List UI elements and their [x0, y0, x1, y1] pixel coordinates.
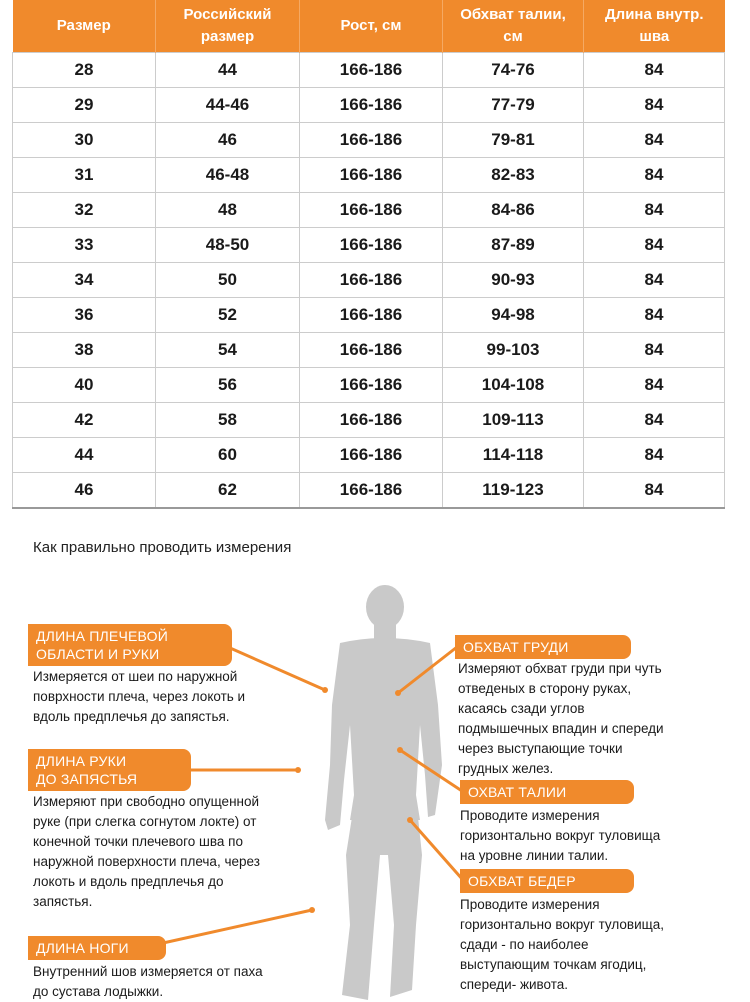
- cell-inseam: 84: [584, 438, 725, 473]
- cell-size: 42: [13, 403, 156, 438]
- label-arm-to-wrist: ДЛИНА РУКИ ДО ЗАПЯСТЬЯ: [28, 749, 191, 791]
- cell-size: 33: [13, 228, 156, 263]
- cell-inseam: 84: [584, 333, 725, 368]
- cell-height: 166-186: [300, 438, 443, 473]
- cell-height: 166-186: [300, 263, 443, 298]
- cell-size: 38: [13, 333, 156, 368]
- cell-russian-size: 48: [156, 193, 300, 228]
- cell-size: 29: [13, 88, 156, 123]
- cell-size: 34: [13, 263, 156, 298]
- cell-height: 166-186: [300, 228, 443, 263]
- cell-inseam: 84: [584, 193, 725, 228]
- cell-russian-size: 44: [156, 53, 300, 88]
- cell-inseam: 84: [584, 123, 725, 158]
- cell-russian-size: 54: [156, 333, 300, 368]
- cell-size: 31: [13, 158, 156, 193]
- cell-height: 166-186: [300, 193, 443, 228]
- label-waist: ОХВАТ ТАЛИИ: [460, 780, 634, 804]
- cell-inseam: 84: [584, 53, 725, 88]
- cell-russian-size: 46: [156, 123, 300, 158]
- text-chest: Измеряют обхват груди при чуть отведеных в сторону руках, касаясь сзади углов подмышечных впадин и спереди через выступающие точки грудных желез.: [458, 661, 664, 776]
- cell-russian-size: 46-48: [156, 158, 300, 193]
- header-russian-size: Российский размер: [156, 0, 300, 53]
- cell-waist: 104-108: [443, 368, 584, 403]
- cell-size: 40: [13, 368, 156, 403]
- label-leg-length: ДЛИНА НОГИ: [28, 936, 166, 960]
- cell-height: 166-186: [300, 53, 443, 88]
- cell-size: 28: [13, 53, 156, 88]
- cell-height: 166-186: [300, 403, 443, 438]
- text-hips: Проводите измерения горизонтально вокруг туловища, сдади - по наиболее выступающим точкам ягодиц, спереди- живота.: [460, 897, 664, 992]
- cell-height: 166-186: [300, 298, 443, 333]
- cell-russian-size: 48-50: [156, 228, 300, 263]
- text-leg-length: Внутренний шов измеряется от паха до сустава лодыжки.: [33, 964, 263, 999]
- cell-height: 166-186: [300, 368, 443, 403]
- cell-size: 32: [13, 193, 156, 228]
- header-height: Рост, см: [300, 0, 443, 53]
- cell-waist: 99-103: [443, 333, 584, 368]
- cell-inseam: 84: [584, 368, 725, 403]
- cell-size: 44: [13, 438, 156, 473]
- cell-waist: 94-98: [443, 298, 584, 333]
- cell-inseam: 84: [584, 158, 725, 193]
- text-waist: Проводите измерения горизонтально вокруг туловища на уровне линии талии.: [460, 808, 661, 863]
- cell-waist: 90-93: [443, 263, 584, 298]
- cell-waist: 114-118: [443, 438, 584, 473]
- text-shoulder-arm-length: Измеряется от шеи по наружной поврхности плеча, через локоть и вдоль предплечья до запястья.: [33, 669, 246, 724]
- label-shoulder-arm-length: ДЛИНА ПЛЕЧЕВОЙ ОБЛАСТИ И РУКИ: [28, 624, 232, 666]
- cell-inseam: 84: [584, 473, 725, 509]
- label-hips: ОБХВАТ БЕДЕР: [460, 869, 634, 893]
- cell-waist: 74-76: [443, 53, 584, 88]
- cell-height: 166-186: [300, 158, 443, 193]
- cell-waist: 109-113: [443, 403, 584, 438]
- cell-height: 166-186: [300, 333, 443, 368]
- cell-size: 30: [13, 123, 156, 158]
- header-waist: Обхват талии, см: [443, 0, 584, 53]
- cell-waist: 84-86: [443, 193, 584, 228]
- cell-inseam: 84: [584, 88, 725, 123]
- cell-height: 166-186: [300, 123, 443, 158]
- text-arm-to-wrist: Измеряют при свободно опущенной руке (при слегка согнутом локте) от конечной точки плечевого шва по наружной поверхности плеча, через локоть и вдоль предплечья до запястья.: [33, 794, 260, 909]
- cell-russian-size: 50: [156, 263, 300, 298]
- cell-waist: 119-123: [443, 473, 584, 509]
- cell-height: 166-186: [300, 473, 443, 509]
- cell-waist: 77-79: [443, 88, 584, 123]
- cell-height: 166-186: [300, 88, 443, 123]
- cell-inseam: 84: [584, 263, 725, 298]
- header-inseam: Длина внутр. шва: [584, 0, 725, 53]
- cell-waist: 79-81: [443, 123, 584, 158]
- cell-waist: 87-89: [443, 228, 584, 263]
- cell-russian-size: 56: [156, 368, 300, 403]
- cell-inseam: 84: [584, 228, 725, 263]
- cell-size: 36: [13, 298, 156, 333]
- cell-inseam: 84: [584, 403, 725, 438]
- cell-russian-size: 60: [156, 438, 300, 473]
- cell-size: 46: [13, 473, 156, 509]
- measurement-title: Как правильно проводить измерения: [33, 539, 292, 556]
- label-chest: ОБХВАТ ГРУДИ: [455, 635, 631, 659]
- cell-russian-size: 62: [156, 473, 300, 509]
- cell-russian-size: 52: [156, 298, 300, 333]
- cell-russian-size: 44-46: [156, 88, 300, 123]
- cell-inseam: 84: [584, 298, 725, 333]
- cell-waist: 82-83: [443, 158, 584, 193]
- header-size: Размер: [13, 0, 156, 53]
- cell-russian-size: 58: [156, 403, 300, 438]
